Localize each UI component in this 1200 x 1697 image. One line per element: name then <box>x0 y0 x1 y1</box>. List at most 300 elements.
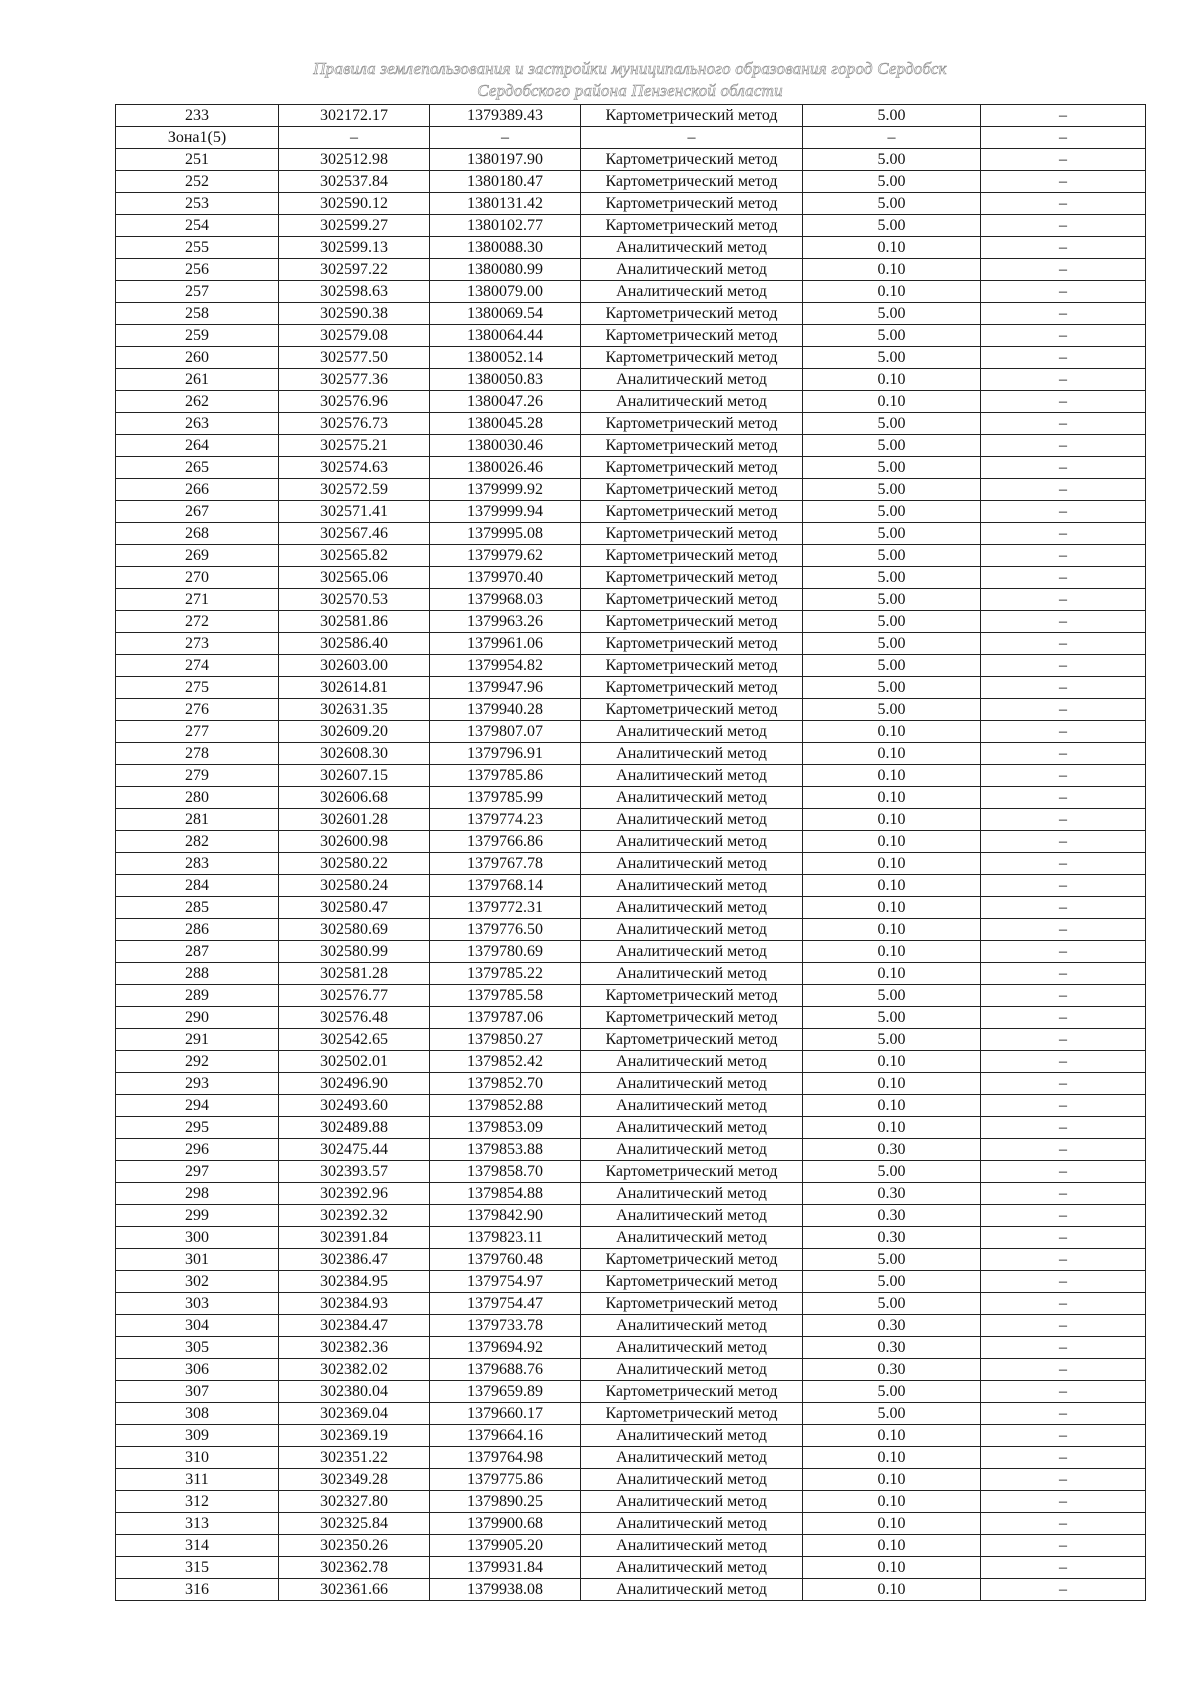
note-cell: – <box>981 677 1146 699</box>
x-coordinate-cell: 302575.21 <box>279 435 430 457</box>
note-cell: – <box>981 1579 1146 1601</box>
table-row <box>116 1249 1146 1271</box>
table-row <box>116 809 1146 831</box>
note-cell: – <box>981 501 1146 523</box>
method-cell: Аналитический метод <box>581 963 803 985</box>
accuracy-cell: 0.10 <box>803 281 981 303</box>
point-number-cell: 295 <box>116 1117 279 1139</box>
x-coordinate-cell: 302392.96 <box>279 1183 430 1205</box>
accuracy-cell: 0.10 <box>803 1073 981 1095</box>
point-number-cell: 300 <box>116 1227 279 1249</box>
note-cell: – <box>981 875 1146 897</box>
x-coordinate-cell: 302327.80 <box>279 1491 430 1513</box>
point-number-cell: 312 <box>116 1491 279 1513</box>
x-coordinate-cell: 302599.13 <box>279 237 430 259</box>
accuracy-cell: 0.10 <box>803 853 981 875</box>
method-cell: Аналитический метод <box>581 1117 803 1139</box>
y-coordinate-cell: 1379852.88 <box>430 1095 581 1117</box>
method-cell: Аналитический метод <box>581 897 803 919</box>
point-number-cell: 274 <box>116 655 279 677</box>
y-coordinate-cell: 1379854.88 <box>430 1183 581 1205</box>
x-coordinate-cell: 302489.88 <box>279 1117 430 1139</box>
note-cell: – <box>981 633 1146 655</box>
x-coordinate-cell: 302607.15 <box>279 765 430 787</box>
accuracy-cell: 5.00 <box>803 171 981 193</box>
x-coordinate-cell: 302382.36 <box>279 1337 430 1359</box>
y-coordinate-cell: 1379823.11 <box>430 1227 581 1249</box>
accuracy-cell: 5.00 <box>803 985 981 1007</box>
x-coordinate-cell: 302391.84 <box>279 1227 430 1249</box>
accuracy-cell: 5.00 <box>803 193 981 215</box>
x-coordinate-cell: 302599.27 <box>279 215 430 237</box>
point-number-cell: 255 <box>116 237 279 259</box>
method-cell: Аналитический метод <box>581 1447 803 1469</box>
x-coordinate-cell: 302609.20 <box>279 721 430 743</box>
note-cell: – <box>981 963 1146 985</box>
y-coordinate-cell: 1379905.20 <box>430 1535 581 1557</box>
method-cell: Аналитический метод <box>581 1183 803 1205</box>
note-cell: – <box>981 1447 1146 1469</box>
y-coordinate-cell: 1379766.86 <box>430 831 581 853</box>
y-coordinate-cell: 1380026.46 <box>430 457 581 479</box>
point-number-cell: 258 <box>116 303 279 325</box>
point-number-cell: 275 <box>116 677 279 699</box>
x-coordinate-cell: 302502.01 <box>279 1051 430 1073</box>
x-coordinate-cell: 302608.30 <box>279 743 430 765</box>
accuracy-cell: 5.00 <box>803 149 981 171</box>
table-row <box>116 215 1146 237</box>
x-coordinate-cell: 302369.19 <box>279 1425 430 1447</box>
x-coordinate-cell: 302577.36 <box>279 369 430 391</box>
method-cell: Аналитический метод <box>581 919 803 941</box>
note-cell: – <box>981 611 1146 633</box>
table-row <box>116 391 1146 413</box>
x-coordinate-cell: 302576.77 <box>279 985 430 1007</box>
x-coordinate-cell: 302172.17 <box>279 105 430 127</box>
x-coordinate-cell: 302601.28 <box>279 809 430 831</box>
accuracy-cell: 5.00 <box>803 589 981 611</box>
method-cell: Картометрический метод <box>581 633 803 655</box>
table-row <box>116 1161 1146 1183</box>
y-coordinate-cell: 1379890.25 <box>430 1491 581 1513</box>
x-coordinate-cell: 302590.12 <box>279 193 430 215</box>
point-number-cell: 308 <box>116 1403 279 1425</box>
x-coordinate-cell: 302392.32 <box>279 1205 430 1227</box>
note-cell: – <box>981 743 1146 765</box>
table-row <box>116 787 1146 809</box>
method-cell: Картометрический метод <box>581 303 803 325</box>
y-coordinate-cell: 1379664.16 <box>430 1425 581 1447</box>
y-coordinate-cell: 1379754.47 <box>430 1293 581 1315</box>
y-coordinate-cell: 1379852.42 <box>430 1051 581 1073</box>
method-cell: Картометрический метод <box>581 677 803 699</box>
method-cell: Картометрический метод <box>581 435 803 457</box>
accuracy-cell: 5.00 <box>803 567 981 589</box>
note-cell: – <box>981 391 1146 413</box>
x-coordinate-cell: 302603.00 <box>279 655 430 677</box>
y-coordinate-cell: 1379389.43 <box>430 105 581 127</box>
note-cell: – <box>981 1513 1146 1535</box>
y-coordinate-cell: 1380045.28 <box>430 413 581 435</box>
y-coordinate-cell: 1379940.28 <box>430 699 581 721</box>
y-coordinate-cell: 1379774.23 <box>430 809 581 831</box>
table-row <box>116 479 1146 501</box>
y-coordinate-cell: 1379979.62 <box>430 545 581 567</box>
method-cell: Картометрический метод <box>581 1249 803 1271</box>
point-number-cell: 279 <box>116 765 279 787</box>
y-coordinate-cell: 1379785.86 <box>430 765 581 787</box>
method-cell: Аналитический метод <box>581 237 803 259</box>
method-cell: Аналитический метод <box>581 369 803 391</box>
note-cell: – <box>981 985 1146 1007</box>
accuracy-cell: 0.30 <box>803 1337 981 1359</box>
x-coordinate-cell: 302384.47 <box>279 1315 430 1337</box>
y-coordinate-cell: 1379754.97 <box>430 1271 581 1293</box>
y-coordinate-cell: 1380047.26 <box>430 391 581 413</box>
table-row <box>116 875 1146 897</box>
y-coordinate-cell: 1379853.09 <box>430 1117 581 1139</box>
table-row <box>116 611 1146 633</box>
x-coordinate-cell: 302570.53 <box>279 589 430 611</box>
coordinates-table-body <box>116 105 1146 1601</box>
table-row <box>116 919 1146 941</box>
note-cell: – <box>981 589 1146 611</box>
method-cell: Аналитический метод <box>581 1513 803 1535</box>
point-number-cell: 293 <box>116 1073 279 1095</box>
y-coordinate-cell: 1379780.69 <box>430 941 581 963</box>
table-row <box>116 1095 1146 1117</box>
accuracy-cell: 5.00 <box>803 435 981 457</box>
method-cell: Аналитический метод <box>581 853 803 875</box>
method-cell: Картометрический метод <box>581 1271 803 1293</box>
table-row <box>116 1271 1146 1293</box>
header-line-1: Правила землепользования и застройки муниципального образования город Сердобск <box>313 59 947 78</box>
method-cell: Аналитический метод <box>581 1073 803 1095</box>
y-coordinate-cell: 1379858.70 <box>430 1161 581 1183</box>
note-cell: – <box>981 831 1146 853</box>
y-coordinate-cell: 1379764.98 <box>430 1447 581 1469</box>
point-number-cell: 292 <box>116 1051 279 1073</box>
header-line-2: Сердобского района Пензенской области <box>477 81 783 100</box>
accuracy-cell: 0.30 <box>803 1315 981 1337</box>
table-row <box>116 545 1146 567</box>
y-coordinate-cell: 1379954.82 <box>430 655 581 677</box>
table-row <box>116 985 1146 1007</box>
accuracy-cell: 5.00 <box>803 413 981 435</box>
method-cell: Аналитический метод <box>581 1227 803 1249</box>
accuracy-cell: 0.10 <box>803 941 981 963</box>
point-number-cell: 305 <box>116 1337 279 1359</box>
point-number-cell: 251 <box>116 149 279 171</box>
point-number-cell: 233 <box>116 105 279 127</box>
table-row <box>116 1183 1146 1205</box>
note-cell: – <box>981 413 1146 435</box>
point-number-cell: 307 <box>116 1381 279 1403</box>
x-coordinate-cell: 302580.47 <box>279 897 430 919</box>
accuracy-cell: 5.00 <box>803 677 981 699</box>
note-cell: – <box>981 347 1146 369</box>
accuracy-cell: 0.10 <box>803 765 981 787</box>
method-cell: Картометрический метод <box>581 457 803 479</box>
note-cell: – <box>981 479 1146 501</box>
table-row <box>116 347 1146 369</box>
note-cell: – <box>981 457 1146 479</box>
method-cell: Картометрический метод <box>581 655 803 677</box>
x-coordinate-cell: 302386.47 <box>279 1249 430 1271</box>
method-cell: Картометрический метод <box>581 347 803 369</box>
accuracy-cell: 0.10 <box>803 831 981 853</box>
accuracy-cell: 0.10 <box>803 1425 981 1447</box>
note-cell: – <box>981 325 1146 347</box>
y-coordinate-cell: 1379842.90 <box>430 1205 581 1227</box>
point-number-cell: 253 <box>116 193 279 215</box>
note-cell: – <box>981 1535 1146 1557</box>
table-row <box>116 237 1146 259</box>
table-row <box>116 1007 1146 1029</box>
method-cell: Картометрический метод <box>581 501 803 523</box>
method-cell: Аналитический метод <box>581 765 803 787</box>
table-row <box>116 105 1146 127</box>
x-coordinate-cell: 302572.59 <box>279 479 430 501</box>
y-coordinate-cell: 1379785.22 <box>430 963 581 985</box>
table-row <box>116 897 1146 919</box>
x-coordinate-cell: 302362.78 <box>279 1557 430 1579</box>
y-coordinate-cell: 1380180.47 <box>430 171 581 193</box>
note-cell: – <box>981 1293 1146 1315</box>
method-cell: Картометрический метод <box>581 413 803 435</box>
x-coordinate-cell: 302382.02 <box>279 1359 430 1381</box>
x-coordinate-cell: 302571.41 <box>279 501 430 523</box>
x-coordinate-cell: 302590.38 <box>279 303 430 325</box>
table-row <box>116 831 1146 853</box>
note-cell: – <box>981 523 1146 545</box>
note-cell: – <box>981 919 1146 941</box>
accuracy-cell: 0.10 <box>803 237 981 259</box>
page-header <box>115 58 1145 102</box>
x-coordinate-cell: 302580.22 <box>279 853 430 875</box>
method-cell: Аналитический метод <box>581 1051 803 1073</box>
note-cell: – <box>981 1403 1146 1425</box>
note-cell: – <box>981 941 1146 963</box>
point-number-cell: 282 <box>116 831 279 853</box>
table-row <box>116 589 1146 611</box>
method-cell: Картометрический метод <box>581 1161 803 1183</box>
point-number-cell: 291 <box>116 1029 279 1051</box>
method-cell: Картометрический метод <box>581 479 803 501</box>
table-row <box>116 1315 1146 1337</box>
point-number-cell: 294 <box>116 1095 279 1117</box>
accuracy-cell: 0.30 <box>803 1139 981 1161</box>
note-cell: – <box>981 149 1146 171</box>
point-number-cell: 314 <box>116 1535 279 1557</box>
y-coordinate-cell: 1379785.58 <box>430 985 581 1007</box>
method-cell: Аналитический метод <box>581 1579 803 1601</box>
table-row <box>116 127 1146 149</box>
point-number-cell: 283 <box>116 853 279 875</box>
x-coordinate-cell: 302393.57 <box>279 1161 430 1183</box>
point-number-cell: 303 <box>116 1293 279 1315</box>
point-number-cell: 296 <box>116 1139 279 1161</box>
y-coordinate-cell: 1379961.06 <box>430 633 581 655</box>
note-cell: – <box>981 1073 1146 1095</box>
point-number-cell: 259 <box>116 325 279 347</box>
point-number-cell: 262 <box>116 391 279 413</box>
y-coordinate-cell: 1380030.46 <box>430 435 581 457</box>
note-cell: – <box>981 1359 1146 1381</box>
x-coordinate-cell: 302537.84 <box>279 171 430 193</box>
note-cell: – <box>981 281 1146 303</box>
x-coordinate-cell: 302574.63 <box>279 457 430 479</box>
table-row <box>116 941 1146 963</box>
y-coordinate-cell: 1379688.76 <box>430 1359 581 1381</box>
y-coordinate-cell: 1379772.31 <box>430 897 581 919</box>
table-row <box>116 435 1146 457</box>
note-cell: – <box>981 809 1146 831</box>
accuracy-cell: 0.10 <box>803 919 981 941</box>
x-coordinate-cell: 302565.82 <box>279 545 430 567</box>
accuracy-cell: 5.00 <box>803 611 981 633</box>
method-cell: Картометрический метод <box>581 1403 803 1425</box>
x-coordinate-cell: 302586.40 <box>279 633 430 655</box>
y-coordinate-cell: 1379776.50 <box>430 919 581 941</box>
table-row <box>116 1447 1146 1469</box>
point-number-cell: 280 <box>116 787 279 809</box>
accuracy-cell: 5.00 <box>803 655 981 677</box>
accuracy-cell: 0.10 <box>803 1557 981 1579</box>
y-coordinate-cell: 1379900.68 <box>430 1513 581 1535</box>
point-number-cell: 298 <box>116 1183 279 1205</box>
method-cell: Аналитический метод <box>581 1337 803 1359</box>
accuracy-cell: 0.10 <box>803 963 981 985</box>
note-cell: – <box>981 1337 1146 1359</box>
point-number-cell: 265 <box>116 457 279 479</box>
x-coordinate-cell: 302581.86 <box>279 611 430 633</box>
x-coordinate-cell: 302369.04 <box>279 1403 430 1425</box>
accuracy-cell: 0.10 <box>803 897 981 919</box>
table-row <box>116 1579 1146 1601</box>
accuracy-cell: 5.00 <box>803 325 981 347</box>
point-number-cell: 304 <box>116 1315 279 1337</box>
method-cell: Картометрический метод <box>581 193 803 215</box>
table-row <box>116 413 1146 435</box>
y-coordinate-cell: 1379660.17 <box>430 1403 581 1425</box>
y-coordinate-cell: 1380079.00 <box>430 281 581 303</box>
table-row <box>116 677 1146 699</box>
accuracy-cell: 0.10 <box>803 743 981 765</box>
accuracy-cell: 0.30 <box>803 1205 981 1227</box>
note-cell: – <box>981 1425 1146 1447</box>
accuracy-cell: 5.00 <box>803 457 981 479</box>
y-coordinate-cell: 1379796.91 <box>430 743 581 765</box>
y-coordinate-cell: 1379807.07 <box>430 721 581 743</box>
x-coordinate-cell: 302598.63 <box>279 281 430 303</box>
x-coordinate-cell: 302380.04 <box>279 1381 430 1403</box>
method-cell: Аналитический метод <box>581 1469 803 1491</box>
note-cell: – <box>981 699 1146 721</box>
accuracy-cell: 5.00 <box>803 479 981 501</box>
accuracy-cell: – <box>803 127 981 149</box>
table-row <box>116 1469 1146 1491</box>
note-cell: – <box>981 1381 1146 1403</box>
table-row <box>116 369 1146 391</box>
point-number-cell: 252 <box>116 171 279 193</box>
y-coordinate-cell: – <box>430 127 581 149</box>
table-row <box>116 523 1146 545</box>
point-number-cell: 289 <box>116 985 279 1007</box>
accuracy-cell: 0.10 <box>803 391 981 413</box>
accuracy-cell: 0.10 <box>803 369 981 391</box>
point-number-cell: 311 <box>116 1469 279 1491</box>
table-row <box>116 1381 1146 1403</box>
x-coordinate-cell: 302576.48 <box>279 1007 430 1029</box>
table-row <box>116 1073 1146 1095</box>
y-coordinate-cell: 1380088.30 <box>430 237 581 259</box>
point-number-cell: 271 <box>116 589 279 611</box>
method-cell: Картометрический метод <box>581 105 803 127</box>
note-cell: – <box>981 1183 1146 1205</box>
table-row <box>116 721 1146 743</box>
accuracy-cell: 5.00 <box>803 1403 981 1425</box>
method-cell: Аналитический метод <box>581 1139 803 1161</box>
method-cell: Картометрический метод <box>581 611 803 633</box>
note-cell: – <box>981 787 1146 809</box>
y-coordinate-cell: 1380064.44 <box>430 325 581 347</box>
method-cell: Аналитический метод <box>581 721 803 743</box>
method-cell: Картометрический метод <box>581 1381 803 1403</box>
method-cell: Картометрический метод <box>581 545 803 567</box>
table-row <box>116 853 1146 875</box>
x-coordinate-cell: 302580.69 <box>279 919 430 941</box>
point-number-cell: 285 <box>116 897 279 919</box>
note-cell: – <box>981 853 1146 875</box>
x-coordinate-cell: 302512.98 <box>279 149 430 171</box>
x-coordinate-cell: 302351.22 <box>279 1447 430 1469</box>
method-cell: Картометрический метод <box>581 567 803 589</box>
x-coordinate-cell: 302475.44 <box>279 1139 430 1161</box>
method-cell: – <box>581 127 803 149</box>
y-coordinate-cell: 1379853.88 <box>430 1139 581 1161</box>
accuracy-cell: 5.00 <box>803 501 981 523</box>
point-number-cell: 290 <box>116 1007 279 1029</box>
x-coordinate-cell: 302581.28 <box>279 963 430 985</box>
accuracy-cell: 0.30 <box>803 1359 981 1381</box>
y-coordinate-cell: 1379963.26 <box>430 611 581 633</box>
point-number-cell: 272 <box>116 611 279 633</box>
method-cell: Картометрический метод <box>581 1293 803 1315</box>
x-coordinate-cell: 302614.81 <box>279 677 430 699</box>
point-number-cell: 297 <box>116 1161 279 1183</box>
point-number-cell: 301 <box>116 1249 279 1271</box>
y-coordinate-cell: 1380102.77 <box>430 215 581 237</box>
table-row <box>116 149 1146 171</box>
point-number-cell: 277 <box>116 721 279 743</box>
y-coordinate-cell: 1379931.84 <box>430 1557 581 1579</box>
point-number-cell: 256 <box>116 259 279 281</box>
accuracy-cell: 0.10 <box>803 1513 981 1535</box>
x-coordinate-cell: 302493.60 <box>279 1095 430 1117</box>
point-number-cell: 273 <box>116 633 279 655</box>
point-number-cell: 306 <box>116 1359 279 1381</box>
method-cell: Аналитический метод <box>581 259 803 281</box>
method-cell: Аналитический метод <box>581 1491 803 1513</box>
x-coordinate-cell: 302597.22 <box>279 259 430 281</box>
y-coordinate-cell: 1379785.99 <box>430 787 581 809</box>
note-cell: – <box>981 193 1146 215</box>
method-cell: Картометрический метод <box>581 523 803 545</box>
point-number-cell: 254 <box>116 215 279 237</box>
accuracy-cell: 5.00 <box>803 699 981 721</box>
y-coordinate-cell: 1379760.48 <box>430 1249 581 1271</box>
